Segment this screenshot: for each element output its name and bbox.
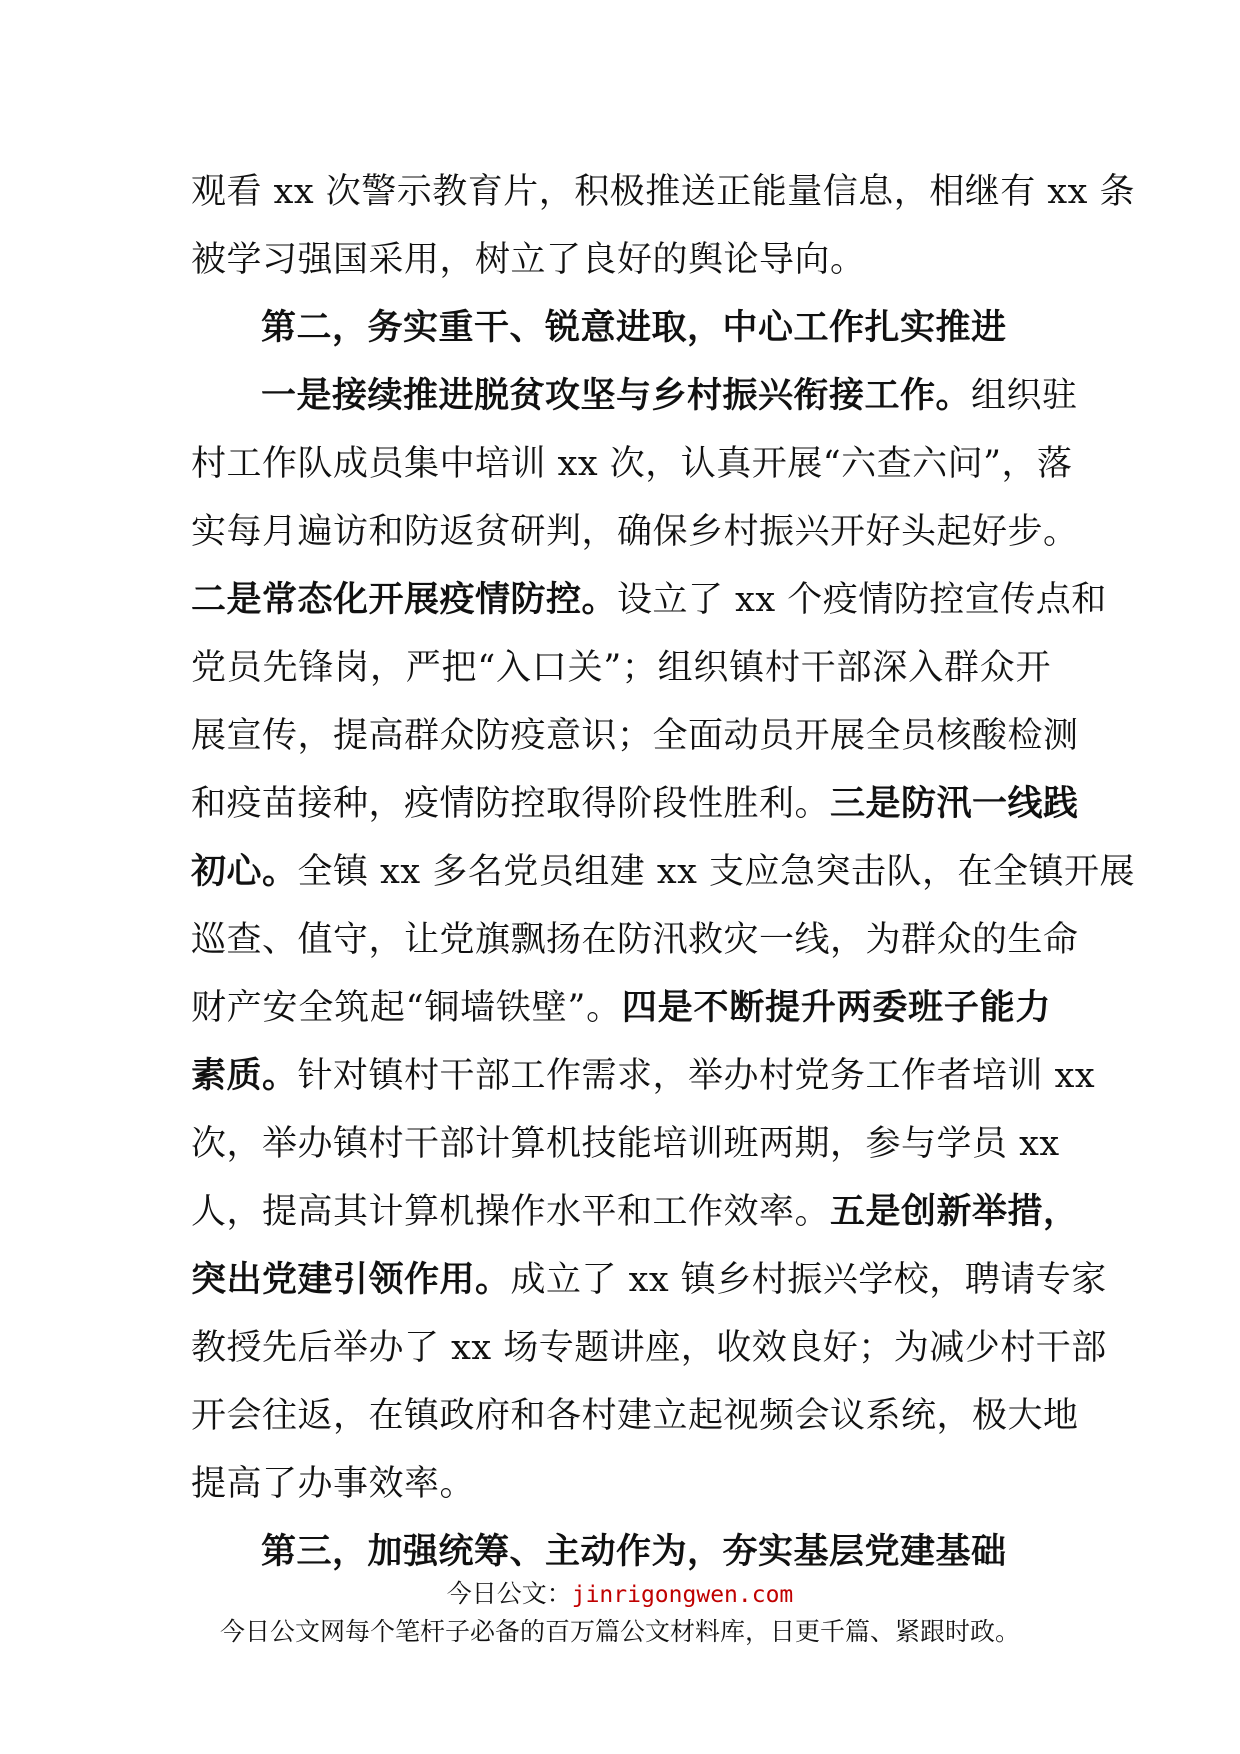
text-line: 提高了办事效率。	[191, 1464, 476, 1504]
text-run: 人，提高其计算机操作水平和工作效率。	[191, 1192, 831, 1232]
text-run: 财产安全筑起“铜墙铁壁”。	[191, 988, 622, 1028]
text-line: 观看 xx 次警示教育片，积极推送正能量信息，相继有 xx 条	[191, 172, 1135, 212]
text-line: 被学习强国采用，树立了良好的舆论导向。	[191, 240, 866, 280]
text-run: 针对镇村干部工作需求，举办村党务工作者培训 xx	[297, 1056, 1096, 1096]
text-line	[191, 1178, 1079, 1246]
footer-slogan: 今日公文网每个笔杆子必备的百万篇公文材料库，日更千篇、紧跟时政。	[219, 1617, 1020, 1646]
text-line	[191, 838, 1135, 906]
point-title: 初心。	[191, 851, 298, 892]
section-heading-3: 第三，加强统筹、主动作为，夯实基层党建基础	[261, 1531, 1007, 1572]
footer-site	[0, 1574, 1240, 1610]
text-line: 教授先后举办了 xx 场专题讲座，收效良好；为减少村干部	[191, 1328, 1107, 1368]
text-line: 村工作队成员集中培训 xx 次，认真开展“六查六问”，落	[191, 444, 1073, 484]
text-line: 实每月遍访和防返贫研判，确保乡村振兴开好头起好步。	[191, 512, 1079, 552]
text-line	[191, 1246, 1107, 1314]
point-title: 五是创新举措，	[830, 1191, 1079, 1232]
document-body	[191, 158, 1135, 1586]
text-run: 全镇 xx 多名党员组建 xx 支应急突击队，在全镇开展	[297, 852, 1135, 892]
point-title: 突出党建引领作用。	[191, 1259, 511, 1300]
text-line	[191, 362, 1078, 430]
text-run: 和疫苗接种，疫情防控取得阶段性胜利。	[191, 784, 831, 824]
text-line: 次，举办镇村干部计算机技能培训班两期，参与学员 xx	[191, 1124, 1060, 1164]
point-title: 素质。	[191, 1055, 298, 1096]
section-heading-2: 第二，务实重干、锐意进取，中心工作扎实推进	[261, 307, 1007, 348]
text-line: 展宣传，提高群众防疫意识；全面动员开展全员核酸检测	[191, 716, 1079, 756]
text-line	[191, 974, 1051, 1042]
text-run: 成立了 xx 镇乡村振兴学校，聘请专家	[510, 1260, 1107, 1300]
point-title: 二是常态化开展疫情防控。	[191, 579, 618, 620]
text-line	[191, 1042, 1096, 1110]
text-line: 开会往返，在镇政府和各村建立起视频会议系统，极大地	[191, 1396, 1079, 1436]
text-line: 党员先锋岗，严把“入口关”；组织镇村干部深入群众开	[191, 648, 1051, 688]
text-run: 组织驻	[971, 376, 1078, 416]
text-line	[191, 770, 1079, 838]
point-title: 三是防汛一线践	[830, 783, 1079, 824]
footer-label: 今日公文：	[446, 1579, 572, 1608]
point-title: 四是不断提升两委班子能力	[621, 987, 1051, 1028]
text-line	[191, 566, 1107, 634]
point-title: 一是接续推进脱贫攻坚与乡村振兴衔接工作。	[261, 375, 972, 416]
footer-url-link[interactable]: jinrigongwen.com	[571, 1582, 794, 1608]
text-run: 设立了 xx 个疫情防控宣传点和	[617, 580, 1107, 620]
text-line: 巡查、值守，让党旗飘扬在防汛救灾一线，为群众的生命	[191, 920, 1079, 960]
